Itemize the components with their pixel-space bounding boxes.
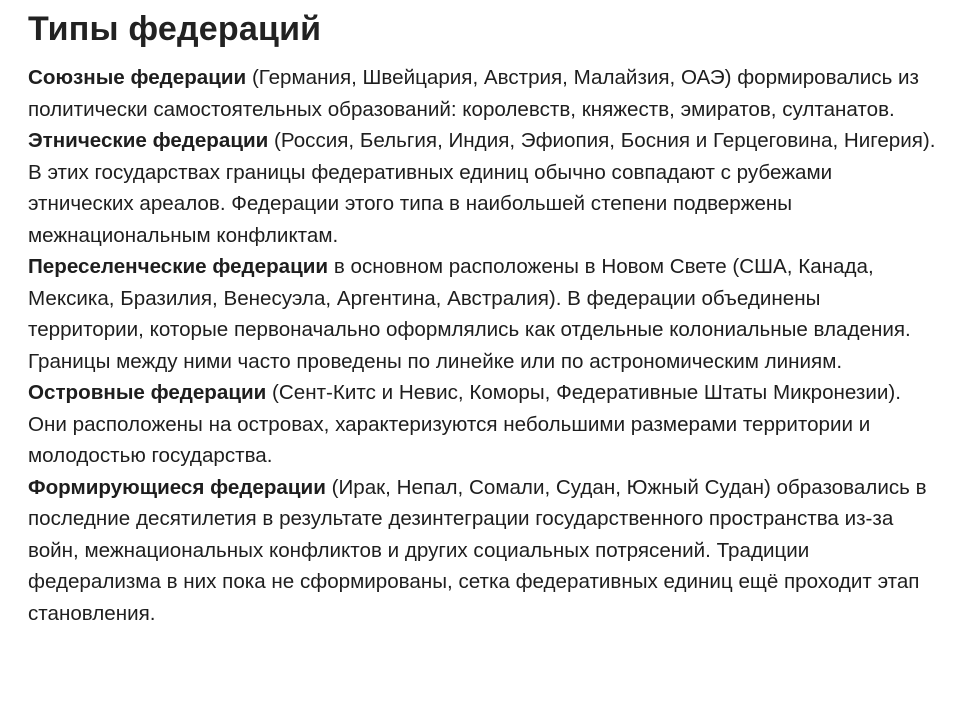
paragraph-settler-federations (28, 251, 936, 377)
text-union-federations: (Германия, Швейцария, Австрия, Малайзия, ОАЭ) формировались из политически самостоятельных образований: королевств, княжеств, эмиратов, султанатов. (28, 66, 920, 121)
paragraph-ethnic-federations (28, 125, 936, 251)
paragraph-emerging-federations (28, 472, 936, 630)
paragraph-island-federations (28, 377, 936, 472)
slide-body (28, 62, 936, 629)
term-settler-federations: Переселенческие федерации (28, 255, 329, 278)
text-emerging-federations: (Ирак, Непал, Сомали, Судан, Южный Судан) образовались в последние десятилетия в результате дезинтеграции государственного пространства из-за войн, межнациональных конфликтов и других социальных потрясений. Традиции федерализма в них пока не сформированы, сетка федеративных единиц ещё проходит этап становления. (28, 475, 927, 625)
term-island-federations: Островные федерации (28, 381, 267, 404)
paragraph-union-federations (28, 62, 936, 125)
text-island-federations: (Сент-Китс и Невис, Коморы, Федеративные Штаты Микронезии). Они расположены на островах, характеризуются небольшими размерами территории и молодостью государства. (28, 381, 901, 467)
term-union-federations: Союзные федерации (28, 66, 247, 89)
text-settler-federations: в основном расположены в Новом Свете (США, Канада, Мексика, Бразилия, Венесуэла, Аргентина, Австралия). В федерации объединены территории, которые первоначально оформлялись как отдельные колониальные владения. Границы между ними часто проведены по линейке или по астрономическим линиям. (28, 255, 911, 373)
slide-title: Типы федераций (28, 10, 322, 48)
term-ethnic-federations: Этнические федерации (28, 129, 269, 152)
text-ethnic-federations: (Россия, Бельгия, Индия, Эфиопия, Босния и Герцеговина, Нигерия). В этих государствах границы федеративных единиц обычно совпадают с рубежами этнических ареалов. Федерации этого типа в наибольшей степени подвержены межнациональным конфликтам. (28, 129, 936, 247)
term-emerging-federations: Формирующиеся федерации (28, 475, 326, 499)
